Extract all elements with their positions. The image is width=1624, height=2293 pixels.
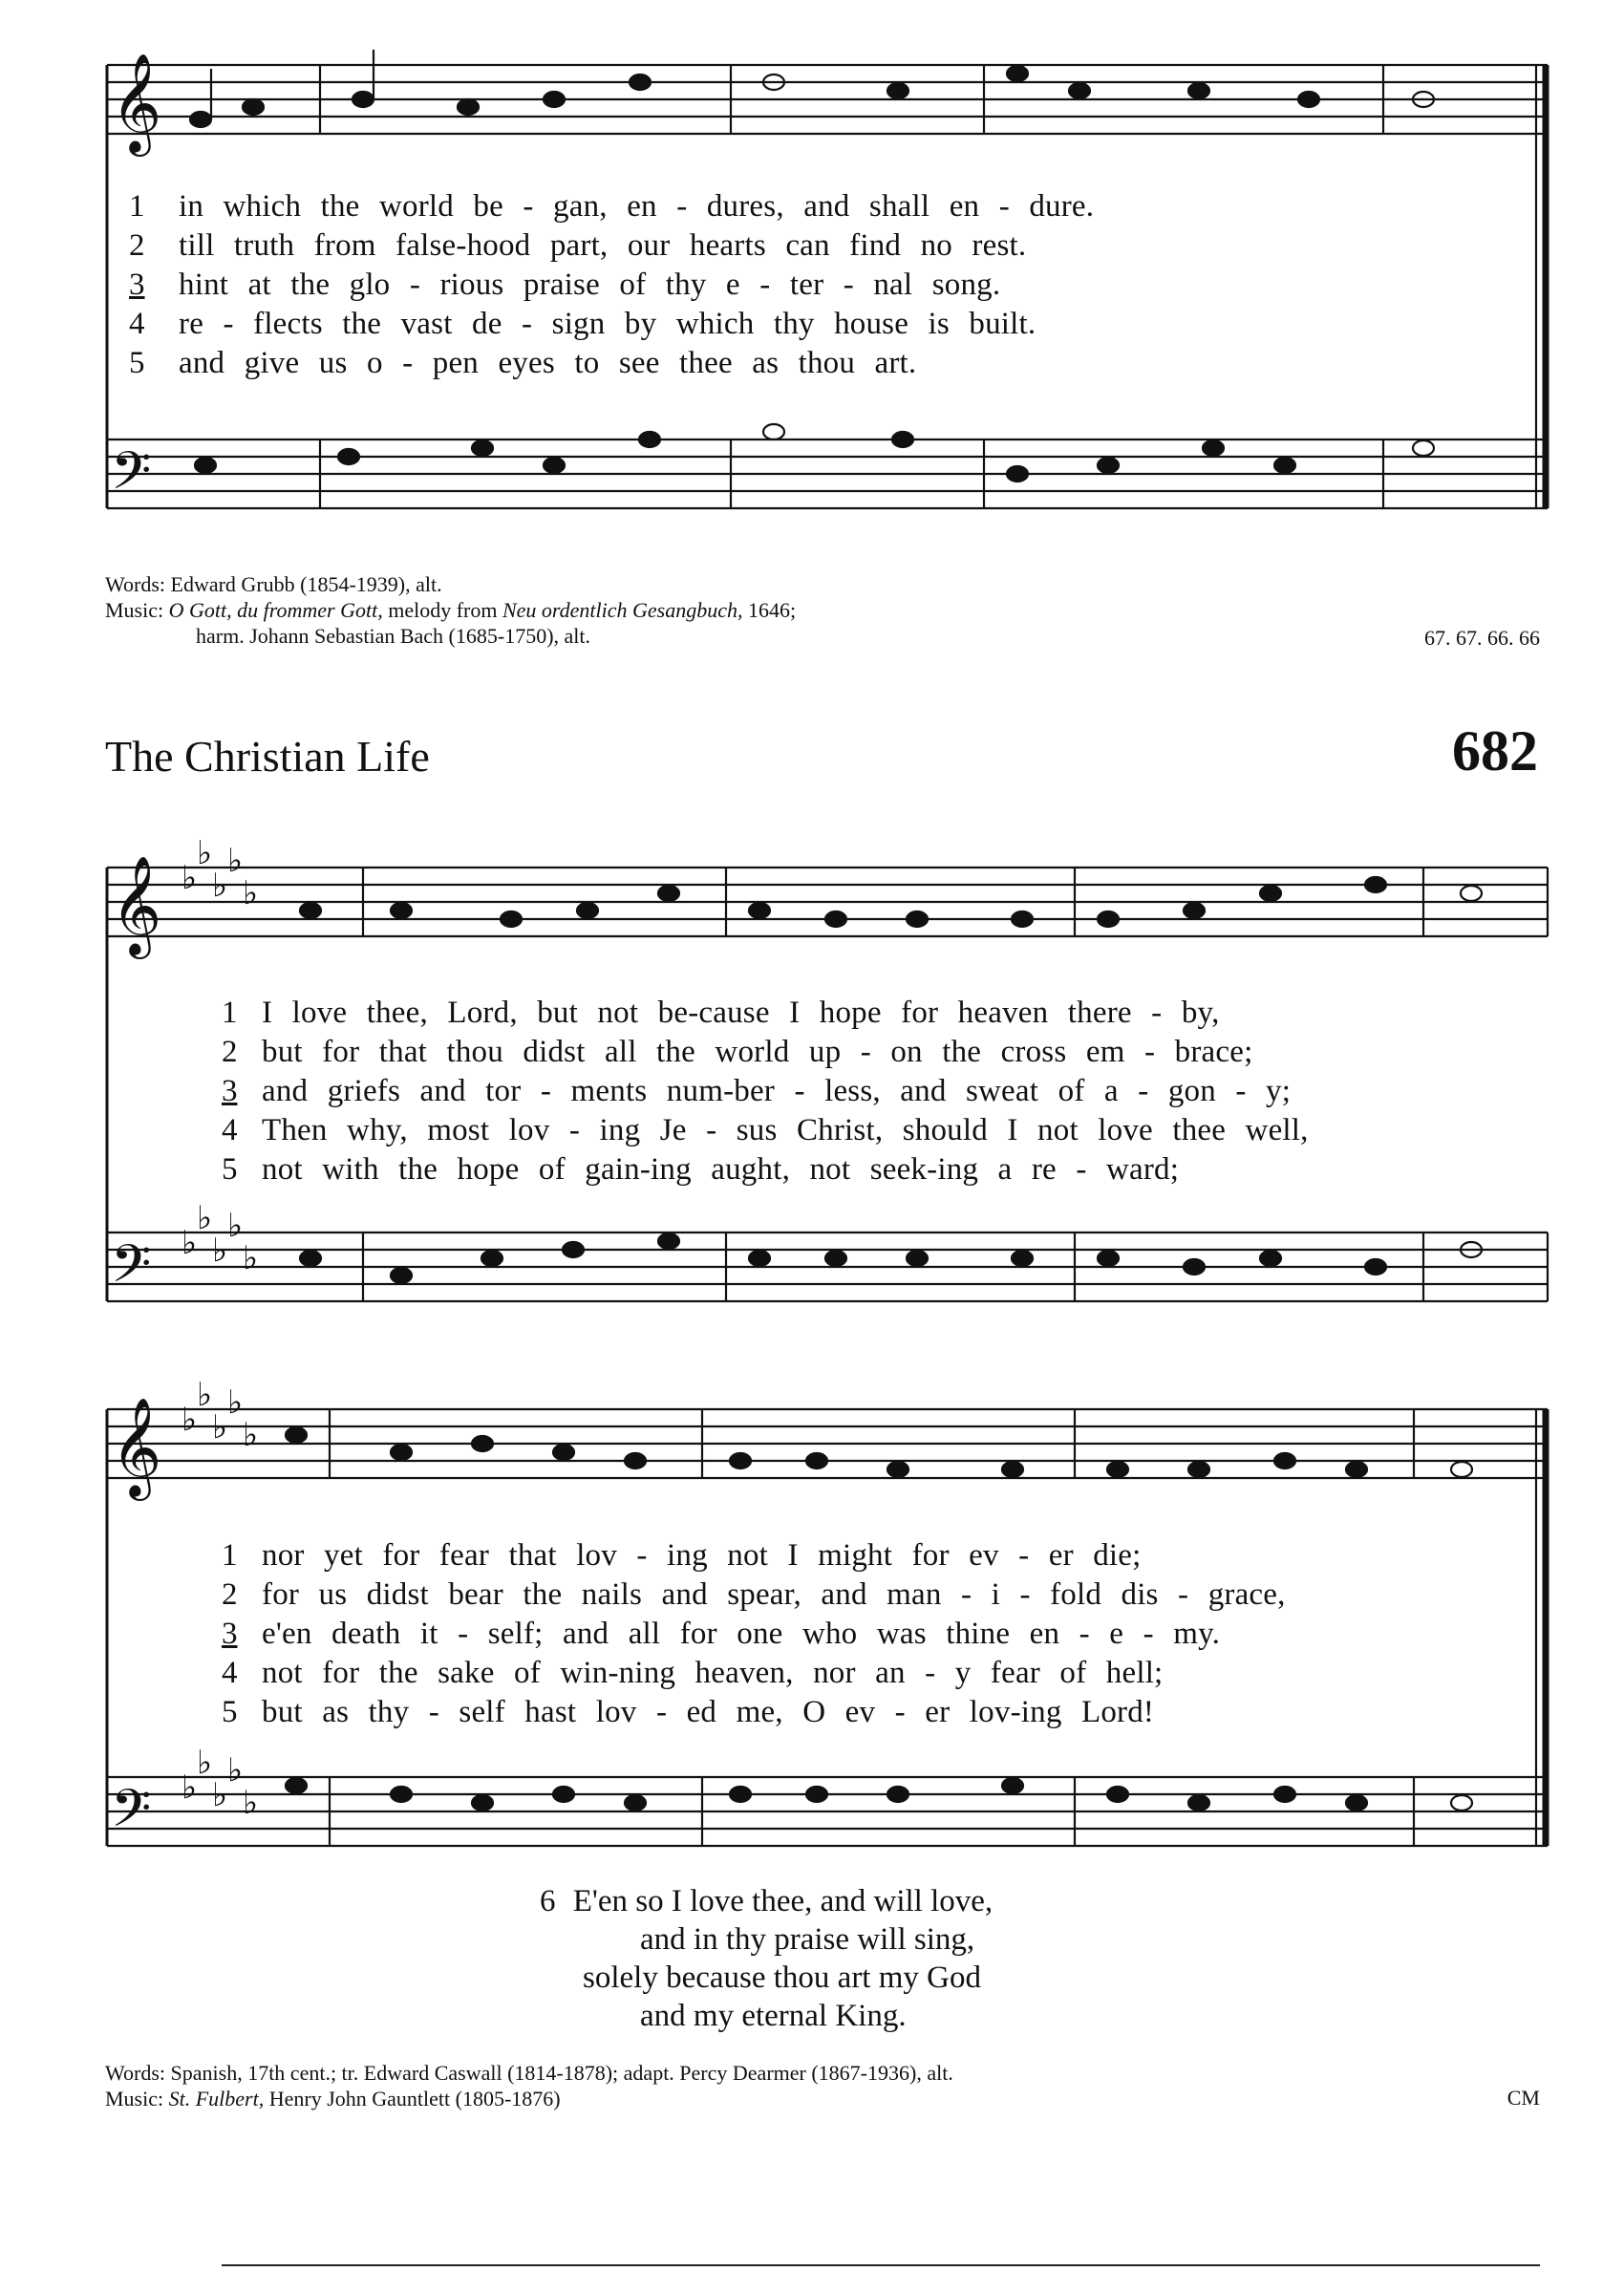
h682-s1-treble-staff [107,868,1548,936]
verse-number: 1 [129,189,145,224]
treble-clef-icon: 𝄞 [111,1397,162,1497]
h682-meter: CM [1506,2086,1540,2110]
top-bass-staff [107,439,1548,508]
lyric-line: Then why, most lov - ing Je - sus Christ, should I not love thee well, [262,1113,1309,1147]
svg-text:♭: ♭ [227,1207,244,1245]
hymn-number: 682 [1452,719,1538,782]
svg-text:♭: ♭ [243,1239,259,1277]
music-label: Music: [105,598,164,622]
words-credit: Edward Grubb (1854-1939), alt. [170,572,442,596]
lyric-line: nor yet for fear that lov - ing not I might for ev - er die; [262,1538,1142,1573]
verse-number: 1 [222,1538,238,1573]
lyric-line: and give us o - pen eyes to see thee as thou art. [179,346,917,380]
treble-clef-icon: 𝄞 [111,855,162,955]
verse-number: 2 [129,228,145,263]
h682-credits [105,2060,953,2111]
svg-text:♭: ♭ [182,1401,198,1439]
lyric-line: not with the hope of gain-ing aught, not seek-ing a re - ward; [262,1152,1180,1187]
verse-number: 5 [129,346,145,380]
verse-number: 3 [129,268,145,302]
svg-text:♭: ♭ [197,834,213,872]
verse-number: 5 [222,1695,238,1729]
stanza-6 [540,1882,993,2035]
h682-s1-bass-staff [107,1232,1548,1301]
svg-text:♭: ♭ [182,859,198,897]
verse-number: 3 [222,1617,238,1651]
svg-text:♭: ♭ [243,1784,259,1822]
svg-text:♭: ♭ [212,867,228,905]
lyric-line: till truth from false-hood part, our hearts can find no rest. [179,228,1027,263]
stanza-line: and my eternal King. [640,1999,907,2033]
svg-text:♭: ♭ [212,1776,228,1814]
words-label: Words: [105,2061,166,2085]
lyric-line: and griefs and tor - ments num-ber - less, and sweat of a - gon - y; [262,1074,1292,1108]
verse-number: 2 [222,1035,238,1069]
svg-text:♭: ♭ [227,1751,244,1789]
lyric-line: for us didst bear the nails and spear, and man - i - fold dis - grace, [262,1577,1286,1612]
svg-text:♭: ♭ [197,1744,213,1782]
composer-credit: Henry John Gauntlett (1805-1876) [268,2087,561,2111]
verse-number: 3 [222,1074,238,1108]
h682-s2-treble-staff [107,1409,1548,1478]
section-title: The Christian Life [105,732,430,781]
lyric-line: hint at the glo - rious praise of thy e - ter - nal song. [179,268,1001,302]
bass-clef-icon: 𝄢 [111,1233,152,1307]
svg-text:♭: ♭ [243,1416,259,1454]
music-year: 1646; [748,598,797,622]
verse-number: 1 [222,996,238,1030]
h682-s2-bass-staff [107,1777,1548,1846]
lyric-line: in which the world be - gan, en - dures, and shall en - dure. [179,189,1095,224]
top-hymn-credits [105,571,796,649]
verse-number: 4 [129,307,145,341]
lyric-line: but for that thou didst all the world up - on the cross em - brace; [262,1035,1253,1069]
treble-clef-icon: 𝄞 [111,53,162,153]
flat-key-signature-icon [182,834,258,1822]
svg-text:♭: ♭ [212,1408,228,1447]
harmonization-credit: harm. Johann Sebastian Bach (1685-1750), alt. [196,624,591,648]
words-label: Words: [105,572,166,596]
verse-number: 4 [222,1656,238,1690]
bass-clef-icon: 𝄢 [111,440,152,514]
words-credit: Spanish, 17th cent.; tr. Edward Caswall (1814-1878); adapt. Percy Dearmer (1867-1936), alt. [170,2061,953,2085]
bottom-rule [222,2264,1540,2266]
music-label: Music: [105,2087,164,2111]
stanza-line: and in thy praise will sing, [640,1922,975,1957]
lyric-line: re - flects the vast de - sign by which thy house is built. [179,307,1036,341]
lyric-line: but as thy - self hast lov - ed me, O ev - er lov-ing Lord! [262,1695,1155,1729]
music-mid: melody from [388,598,498,622]
lyric-line: e'en death it - self; and all for one who was thine en - e - my. [262,1617,1221,1651]
svg-text:♭: ♭ [197,1199,213,1237]
svg-text:♭: ♭ [212,1232,228,1270]
svg-text:♭: ♭ [227,842,244,880]
bass-clef-icon: 𝄢 [111,1778,152,1852]
music-source: Neu ordentlich Gesangbuch, [502,598,743,622]
lyric-line: not for the sake of win-ning heaven, nor an - y fear of hell; [262,1656,1164,1690]
svg-text:♭: ♭ [182,1224,198,1262]
top-treble-staff [107,65,1548,134]
svg-text:♭: ♭ [227,1383,244,1422]
verse-number: 4 [222,1113,238,1147]
lyric-line: I love thee, Lord, but not be-cause I hope for heaven there - by, [262,996,1220,1030]
verse-number: 5 [222,1152,238,1187]
verse-number: 2 [222,1577,238,1612]
verse-number: 6 [540,1884,556,1918]
svg-text:♭: ♭ [197,1376,213,1414]
svg-text:♭: ♭ [243,874,259,912]
stanza-line: solely because thou art my God [583,1961,981,1995]
svg-text:♭: ♭ [182,1768,198,1807]
tune-name: O Gott, du frommer Gott, [168,598,383,622]
tune-name: St. Fulbert, [168,2087,265,2111]
stanza-line: E'en so I love thee, and will love, [572,1884,994,1918]
top-hymn-meter: 67. 67. 66. 66 [1424,626,1540,650]
